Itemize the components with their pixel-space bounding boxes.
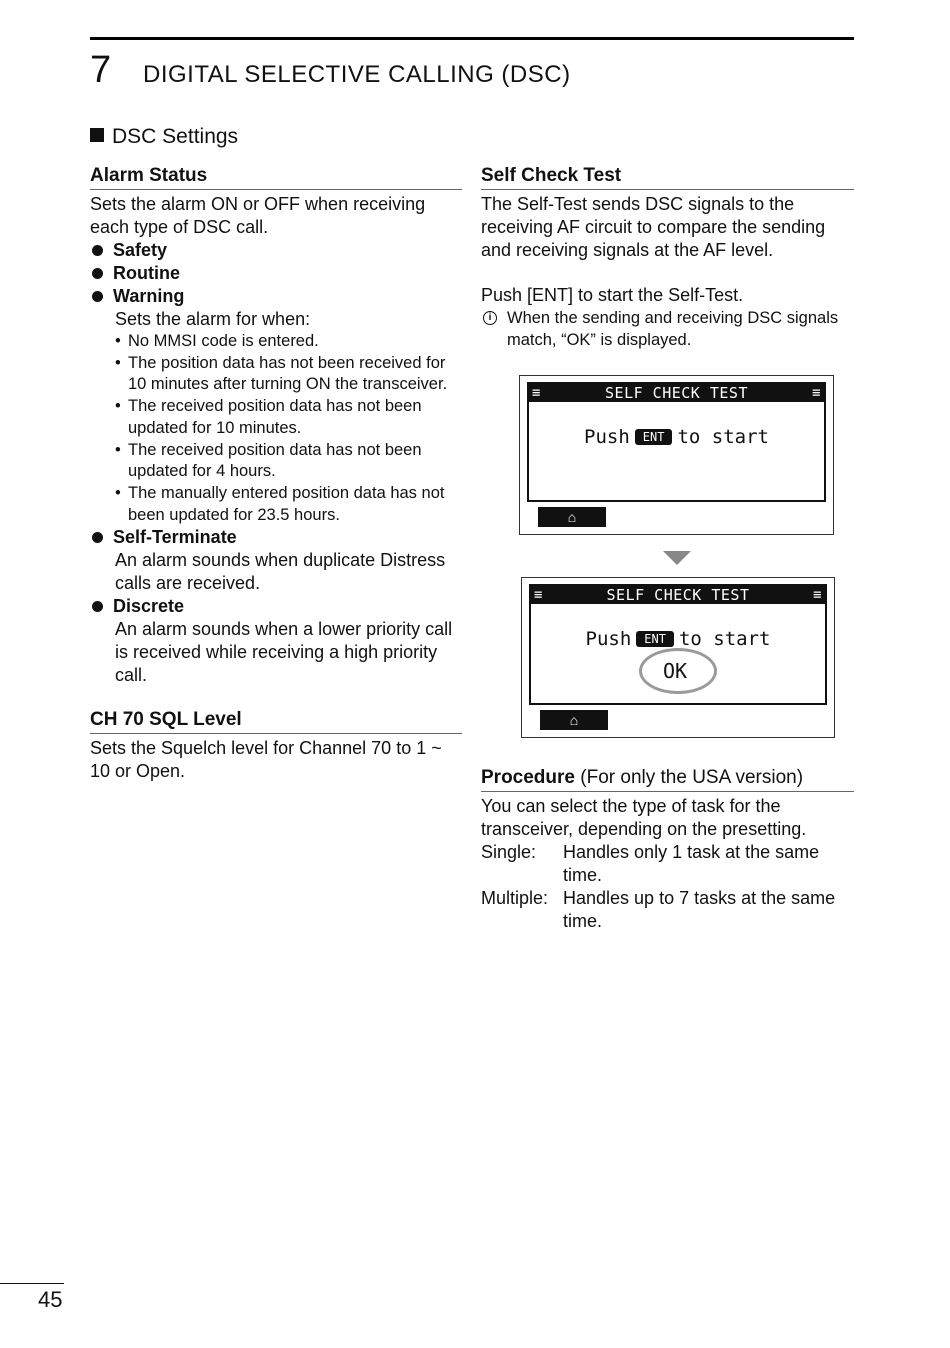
warning-condition: • The received position data has not been updated for 10 minutes. [115,396,462,439]
menu-icon: ≡ [534,587,543,603]
discrete-desc: An alarm sounds when a lower priority call is received while receiving a high priority call. [115,619,453,686]
self-check-text: The Self-Test sends DSC signals to the receiving AF circuit to compare the sending and receiving signals at the AF level. [481,194,826,260]
home-key-icon: ⌂ [540,710,608,730]
alarm-item-self-terminate: Self-Terminate [90,526,462,549]
lcd-message [529,426,824,448]
alarm-item-discrete: Discrete [90,595,462,618]
alarm-item-routine: Routine [90,262,462,285]
procedure-options [481,841,854,933]
page-number: 45 [38,1287,63,1312]
warning-condition: • The manually entered position data has not been updated for 23.5 hours. [115,483,462,526]
warning-desc: Sets the alarm for when: [115,309,311,329]
square-bullet-icon [90,128,104,142]
procedure-title: Procedure [481,767,575,788]
lcd-message [531,628,825,650]
page-number-rule [0,1283,64,1284]
alarm-status-heading: Alarm Status [90,163,462,190]
lcd-title: SELF CHECK TEST [605,384,748,402]
section-title: DSC Settings [112,125,239,148]
self-check-note [481,307,854,351]
chapter-number: 7 [90,49,112,91]
self-check-push-text: Push [ENT] to start the Self-Test. [481,285,744,305]
procedure-text: You can select the type of task for the transceiver, depending on the presetting. [481,796,807,839]
ch70-text: Sets the Squelch level for Channel 70 to 1 ~ 10 or Open. [90,738,442,782]
lcd-title-bar [531,586,825,604]
alarm-item-warning: Warning [90,285,462,308]
self-terminate-desc: An alarm sounds when duplicate Distress calls are received. [115,550,446,594]
option-def: Handles only 1 task at the same time. [563,842,820,885]
warning-condition: • No MMSI code is entered. [115,331,462,353]
lcd-title: SELF CHECK TEST [606,586,750,604]
lcd-push-label: Push [584,426,630,448]
warning-condition: • The position data has not been received for 10 minutes after turning ON the transceiver. [115,353,462,396]
right-column [481,163,854,351]
lcd-screen-before [519,375,834,535]
lcd-to-start-label: to start [677,426,769,448]
home-key-icon: ⌂ [538,507,606,527]
lcd-title-bar [529,384,824,402]
alarm-item-safety: Safety [90,239,462,262]
option-def: Handles up to 7 tasks at the same time. [563,888,836,931]
procedure-section [481,765,854,933]
procedure-note: (For only the USA version) [580,767,804,788]
top-rule [90,37,854,40]
warning-conditions-list [90,331,462,526]
lcd-screen-after [521,577,835,738]
self-check-heading: Self Check Test [481,163,854,190]
option-term: Single: [481,842,537,862]
lcd-display [527,382,826,502]
lcd-display [529,584,827,705]
info-icon: i [483,311,497,325]
lcd-to-start-label: to start [678,628,771,650]
ch70-heading: CH 70 SQL Level [90,707,462,734]
procedure-heading [481,765,854,792]
option-term: Multiple: [481,888,549,908]
ent-key: ENT [635,429,673,445]
section-heading [90,124,238,150]
left-column [90,163,462,783]
menu-icon: ≡ [812,385,821,401]
warning-condition: • The received position data has not been updated for 4 hours. [115,440,462,483]
chapter-title: DIGITAL SELECTIVE CALLING (DSC) [143,61,571,88]
menu-icon: ≡ [532,385,541,401]
self-check-note-text: When the sending and receiving DSC signals match, “OK” is displayed. [507,309,839,349]
menu-icon: ≡ [813,587,822,603]
ent-key: ENT [636,631,674,647]
lcd-push-label: Push [585,628,632,650]
down-arrow-icon [663,551,691,565]
lcd-ok-text: OK [663,659,688,683]
alarm-status-intro: Sets the alarm ON or OFF when receiving each type of DSC call. [90,194,426,237]
